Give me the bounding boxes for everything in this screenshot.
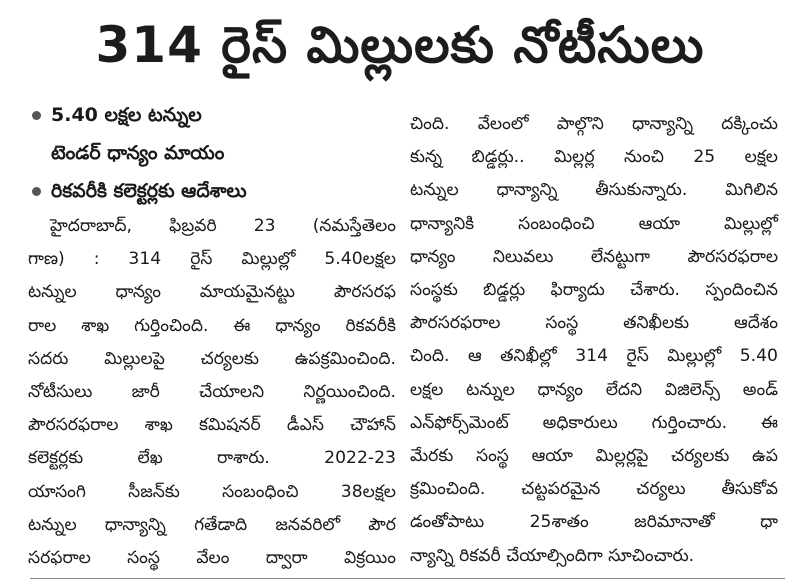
body-line: చింది. వేలంలో పాల్గొని ధాన్యాన్ని దక్కించు [410, 114, 778, 134]
right-column [410, 108, 778, 573]
highlight-text-cont: టెండర్ ధాన్యం మాయం [51, 142, 225, 164]
headline: 314 రైస్ మిల్లులకు నోటీసులు [95, 16, 705, 74]
highlight-text: 5.40 లక్షల టన్నుల [51, 104, 202, 126]
left-column [28, 96, 396, 575]
body-line: ధాన్యానికి సంబంధించి ఆయా మిల్లుల్లో [410, 213, 778, 234]
body-line: టన్నుల ధాన్యాన్ని గతేడాది జనవరిలో పౌర [28, 514, 396, 535]
highlight-text: రికవరీకి కలెక్టర్లకు ఆదేశాలు [51, 180, 247, 202]
bullet-dot-icon [32, 187, 41, 196]
highlight-bullet [28, 172, 396, 210]
bullet-dot-icon [32, 111, 41, 120]
body-line: పౌరసరఫరాల సంస్థ తనిఖీలకు ఆదేశం [410, 313, 778, 334]
bottom-divider [30, 578, 785, 579]
body-line: పౌరసరఫరాల శాఖ కమిషనర్ డీఎస్ చౌహాన్ [28, 415, 396, 436]
body-line: ఎన్‌ఫోర్స్‌మెంట్ అధికారులు గుర్తించారు. ఈ [410, 412, 778, 433]
body-line: నోటీసులు జారీ చేయాలని నిర్ణయించింది. [28, 382, 396, 403]
body-line: టన్నుల ధాన్యాన్ని తీసుకున్నారు. మిగిలిన [410, 180, 778, 201]
body-line: న్యాన్ని రికవరీ చేయాల్సిందిగా సూచించారు. [410, 545, 695, 566]
body-line: మేరకు సంస్థ ఆయా మిల్లర్లపై చర్యలకు ఉప [410, 446, 778, 467]
body-line: యాసంగి సీజన్‌కు సంబంధించి 38లక్షల [28, 481, 396, 502]
body-line: క్రమించింది. చట్టపరమైన చర్యలు తీసుకోవ [410, 479, 778, 500]
body-line: ధాన్యం నిలువలు లేనట్టుగా పౌరసరఫరాల [410, 246, 778, 267]
body-line: లక్షల టన్నుల ధాన్యం లేదని విజిలెన్స్ అండ్ [410, 379, 778, 400]
body-line: రాల శాఖ గుర్తించింది. ఈ ధాన్యం రికవరీకి [28, 315, 396, 336]
body-line: సంస్థకు బిడ్డర్లు ఫిర్యాదు చేశారు. స్పందించిన [410, 280, 778, 301]
body-line: హైదరాబాద్, ఫిబ్రవరి 23 (నమస్తేతెలం [50, 216, 396, 236]
body-line: కలెక్టర్లకు లేఖ రాశారు. 2022-23 [28, 448, 396, 469]
body-line: కున్న బిడ్డర్లు.. మిల్లర్ల నుంచి 25 లక్షల [410, 147, 778, 168]
body-line: టన్నుల ధాన్యం మాయమైనట్టు పౌరసరఫ [28, 282, 396, 303]
body-line: గాణ) : 314 రైస్ మిల్లుల్లో 5.40లక్షల [28, 249, 396, 270]
highlight-bullet [28, 96, 396, 134]
body-line: సరఫరాల సంస్థ వేలం ద్వారా విక్రయిం [28, 548, 396, 569]
body-line: సదరు మిల్లులపై చర్యలకు ఉపక్రమించింది. [28, 348, 396, 369]
body-line: చింది. ఆ తనిఖీల్లో 314 రైస్ మిల్లుల్లో 5.40 [410, 346, 778, 367]
body-line: డంతోపాటు 25శాతం జరిమానాతో ధా [410, 512, 778, 533]
